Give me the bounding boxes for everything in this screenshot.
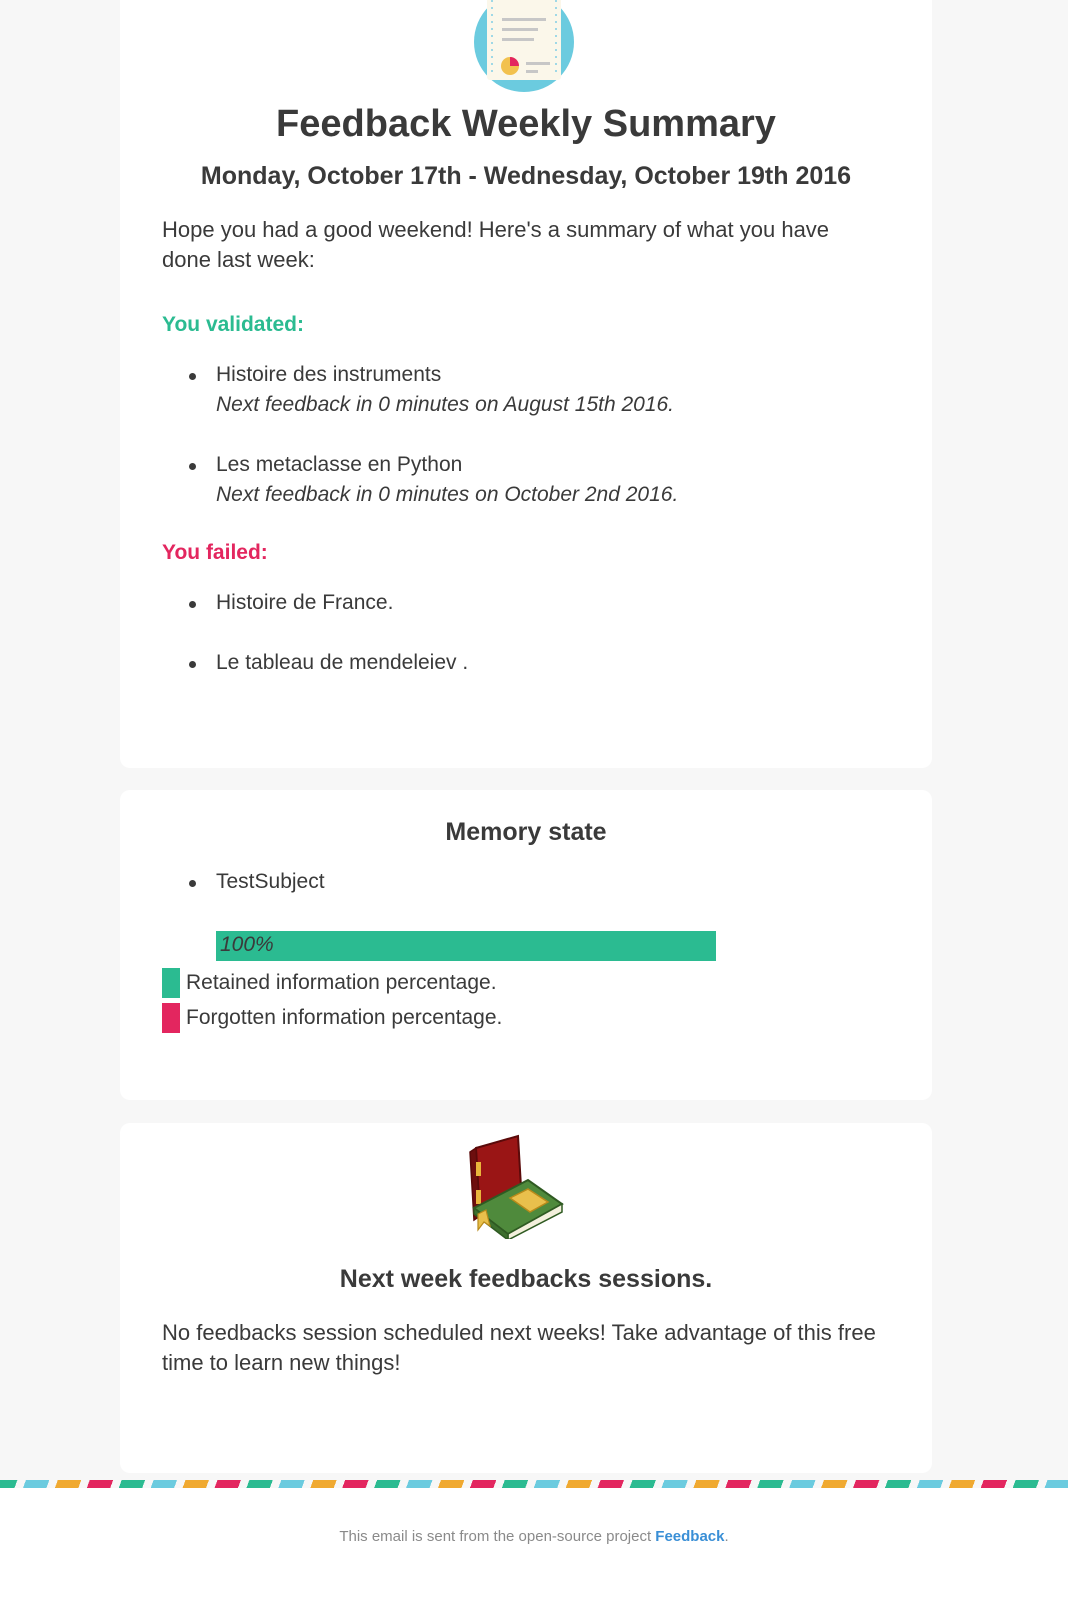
footer-area [0,1488,1068,1606]
intro-text: Hope you had a good weekend! Here's a summary of what you have done last week: [162,217,830,272]
feedback-link[interactable]: Feedback [655,1528,725,1545]
legend-forgotten [162,1003,502,1033]
next-week-title: Next week feedbacks sessions. [339,1265,713,1293]
footer [0,1528,1068,1545]
footer-text: This email is sent from the open-source project [339,1528,656,1545]
forgotten-swatch [162,1003,180,1033]
books-icon [464,1134,564,1244]
report-icon [472,0,576,103]
list-item [162,648,882,678]
list-item [162,588,882,618]
footer-suffix: . [724,1528,729,1545]
failed-list [162,588,882,678]
retained-fill [216,931,716,961]
legend-label: Forgotten information percentage. [186,1006,503,1029]
progress-label: 100% [220,933,274,956]
legend-label: Retained information percentage. [186,971,497,994]
memory-card [120,790,932,1100]
item-note: Next feedback in 0 minutes on October 2nd 2016. [216,483,679,506]
airmail-stripe [0,1480,1068,1488]
next-week-card [120,1123,932,1473]
validated-list [162,360,882,510]
item-note: Next feedback in 0 minutes on August 15th 2016. [216,393,675,416]
item-name: Histoire des instruments [216,363,442,386]
item-name: Histoire de France. [216,591,394,614]
list-item [162,450,882,510]
memory-list [162,867,882,897]
memory-title: Memory state [445,818,607,846]
item-name: Les metaclasse en Python [216,453,463,476]
list-item [162,867,882,897]
retained-swatch [162,968,180,998]
page-title: Feedback Weekly Summary [276,103,776,145]
legend-retained [162,968,497,998]
subject-name: TestSubject [216,870,325,893]
memory-progress-bar [216,931,716,961]
validated-heading: You validated: [162,313,304,336]
next-week-text: No feedbacks session scheduled next weeks! Take advantage of this free time to learn new things! [162,1320,876,1375]
date-range: Monday, October 17th - Wednesday, October 19th 2016 [200,162,852,190]
item-name: Le tableau de mendeleiev . [216,651,469,674]
summary-card [120,0,932,768]
failed-heading: You failed: [162,541,268,564]
list-item [162,360,882,420]
